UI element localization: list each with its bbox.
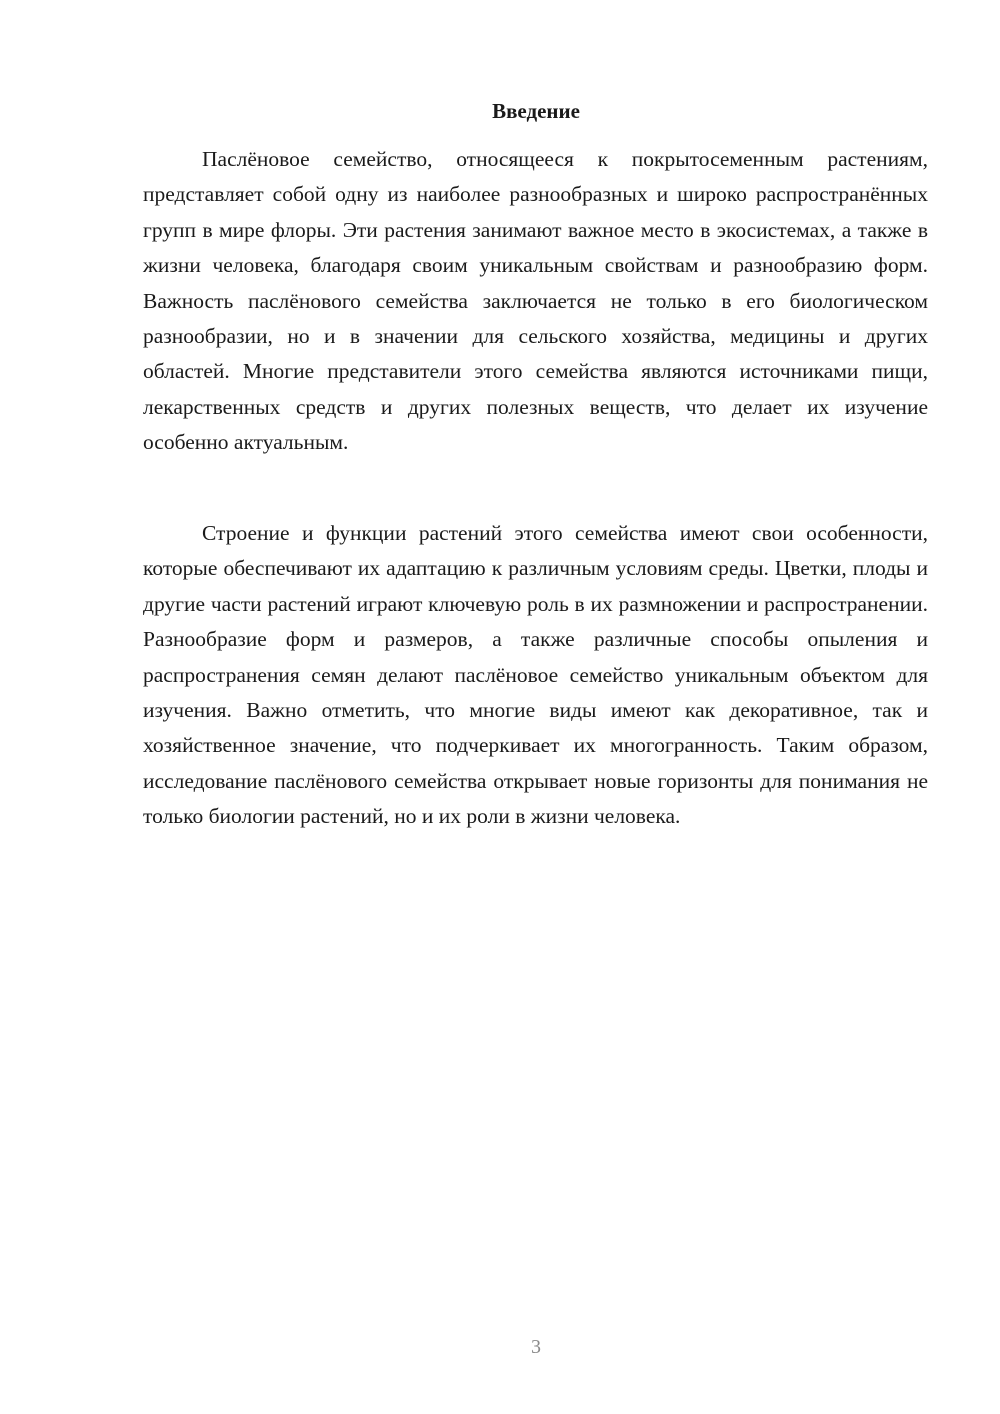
page-number: 3 xyxy=(531,1336,541,1358)
paragraph-intro: Паслёновое семейство, относящееся к покрытосеменным растениям, представляет собой одну из наиболее разнообразных и широко распространённых групп в мире флоры. Эти растения занимают важное место в экосистемах, а также в жизни человека, благодаря своим уникальным свойствам и разнообразию форм. Важность паслёнового семейства заключается не только в его биологическом разнообразии, но и в значении для сельского хозяйства, медицины и других областей. Многие представители этого семейства являются источниками пищи, лекарственных средств и других полезных веществ, что делает их изучение особенно актуальным. xyxy=(143,147,928,455)
section-heading: Введение xyxy=(492,99,580,123)
paragraph-structure: Строение и функции растений этого семейства имеют свои особенности, которые обеспечивают их адаптацию к различным условиям среды. Цветки, плоды и другие части растений играют ключевую роль в их размножении и распространении. Разнообразие форм и размеров, а также различные способы опыления и распространения семян делают паслёновое семейство уникальным объектом для изучения. Важно отметить, что многие виды имеют как декоративное, так и хозяйственное значение, что подчеркивает их многогранность. Таким образом, исследование паслёнового семейства открывает новые горизонты для понимания не только биологии растений, но и их роли в жизни человека. xyxy=(143,521,928,829)
